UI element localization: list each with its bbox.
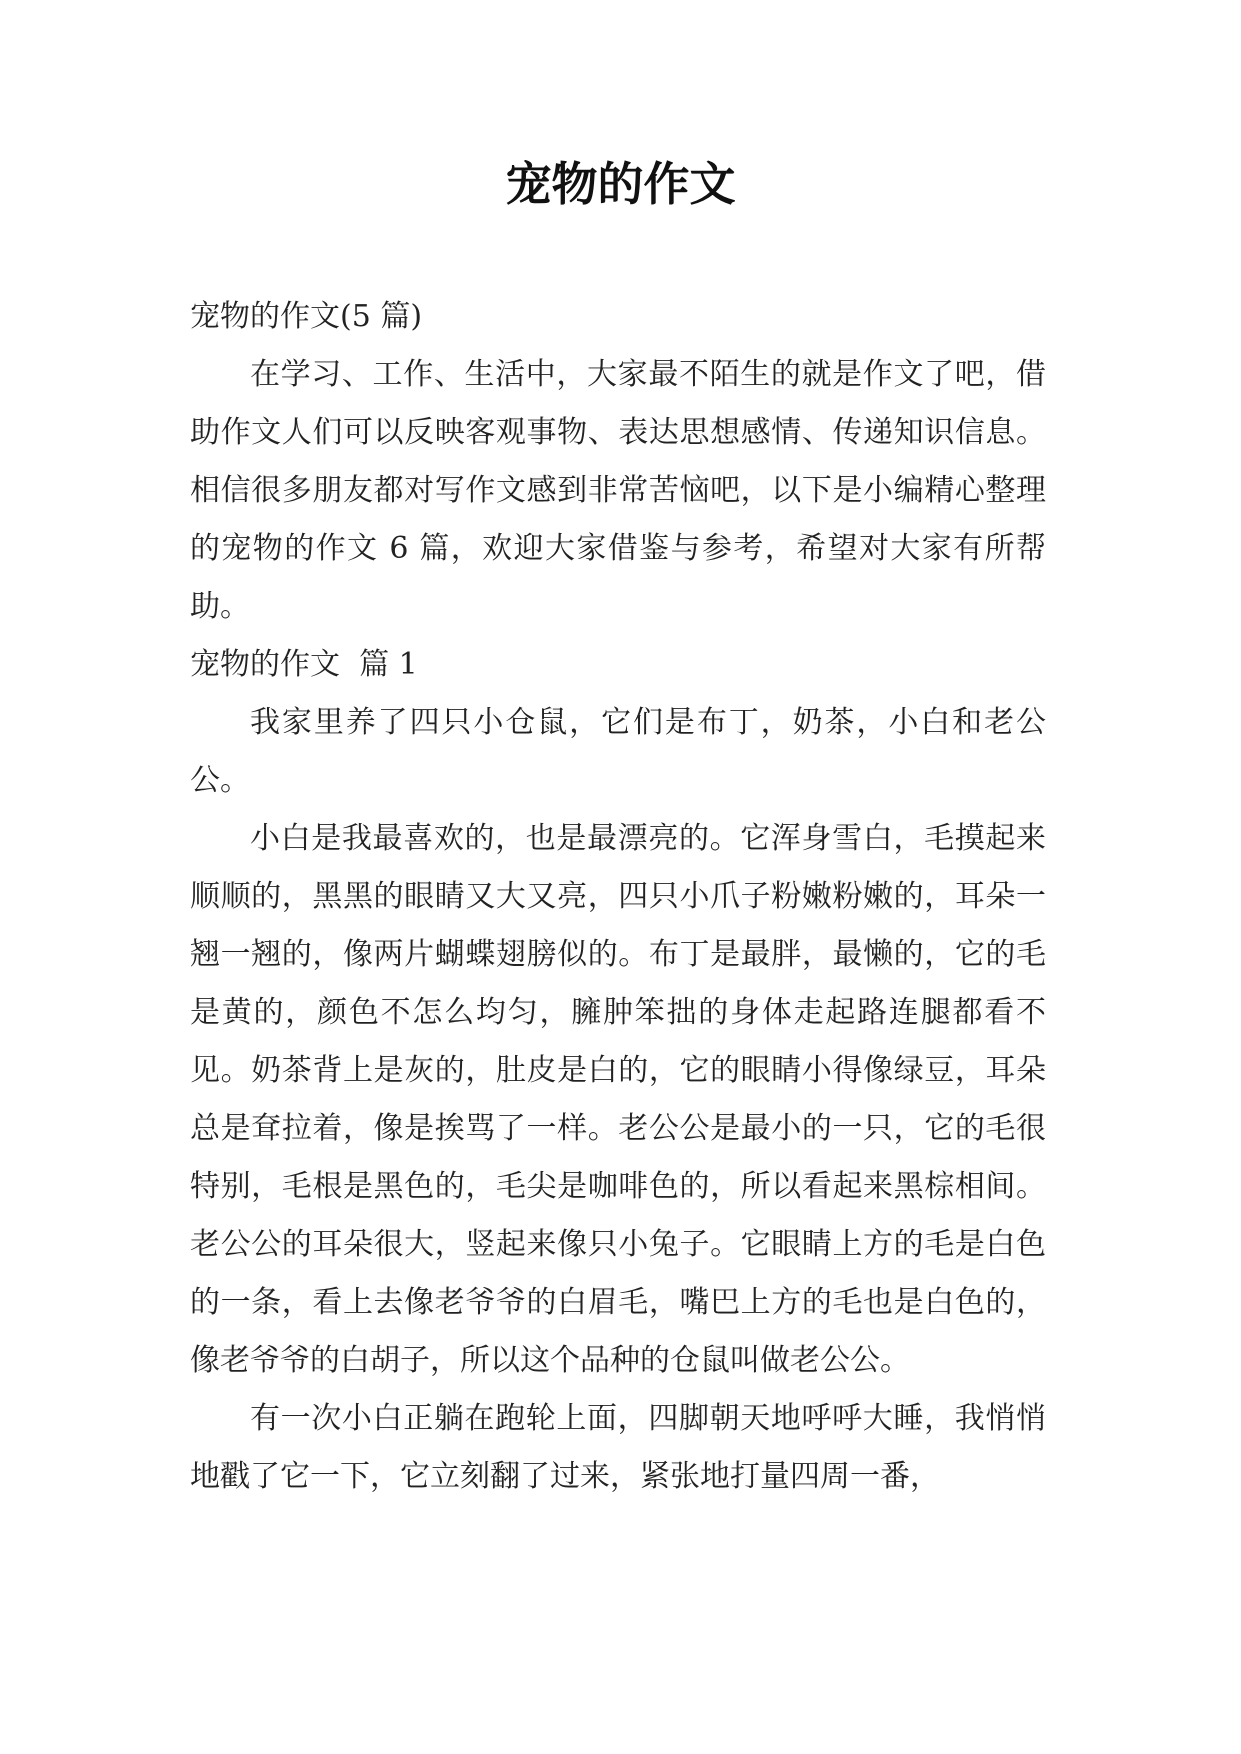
section-heading: 宠物的作文 篇 1 <box>190 647 418 682</box>
document-body <box>190 288 1046 1506</box>
document-title: 宠物的作文 <box>505 157 736 211</box>
document-subtitle: 宠物的作文(5 篇) <box>190 299 423 334</box>
paragraph-2: 小白是我最喜欢的，也是最漂亮的。它浑身雪白，毛摸起来顺顺的，黑黑的眼睛又大又亮，四只小爪子粉嫩粉嫩的，耳朵一翘一翘的，像两片蝴蝶翅膀似的。布丁是最胖，最懒的，它的毛是黄的，颜色不怎么均匀，臃肿笨拙的身体走起路连腿都看不见。奶茶背上是灰的，肚皮是白的，它的眼睛小得像绿豆，耳朵总是耷拉着，像是挨骂了一样。老公公是最小的一只，它的毛很特别，毛根是黑色的，毛尖是咖啡色的，所以看起来黑棕相间。老公公的耳朵很大，竖起来像只小兔子。它眼睛上方的毛是白色的一条，看上去像老爷爷的白眉毛，嘴巴上方的毛也是白色的，像老爷爷的白胡子，所以这个品种的仓鼠叫做老公公。 <box>190 821 1046 1378</box>
paragraph-1: 我家里养了四只小仓鼠，它们是布丁，奶茶，小白和老公公。 <box>190 705 1046 798</box>
intro-paragraph: 在学习、工作、生活中，大家最不陌生的就是作文了吧，借助作文人们可以反映客观事物、表达思想感情、传递知识信息。相信很多朋友都对写作文感到非常苦恼吧，以下是小编精心整理的宠物的作文 6 篇，欢迎大家借鉴与参考，希望对大家有所帮助。 <box>190 357 1046 624</box>
paragraph-3: 有一次小白正躺在跑轮上面，四脚朝天地呼呼大睡，我悄悄地戳了它一下，它立刻翻了过来，紧张地打量四周一番， <box>190 1401 1046 1494</box>
